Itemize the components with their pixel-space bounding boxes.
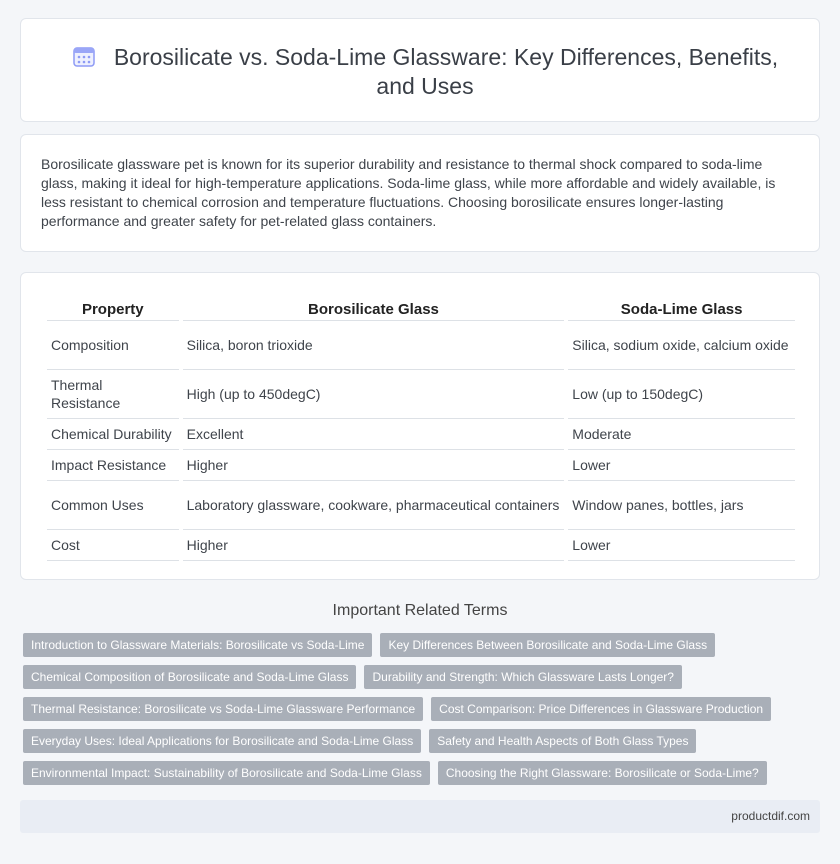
table-cell: Excellent — [183, 419, 565, 450]
table-cell: Laboratory glassware, cookware, pharmaceutical containers — [183, 481, 565, 530]
related-term-link[interactable]: Thermal Resistance: Borosilicate vs Soda-Lime Glassware Performance — [23, 697, 423, 721]
related-term-link[interactable]: Durability and Strength: Which Glassware Lasts Longer? — [364, 665, 681, 689]
related-term-link[interactable]: Everyday Uses: Ideal Applications for Borosilicate and Soda-Lime Glass — [23, 729, 421, 753]
table-cell: Higher — [183, 450, 565, 481]
table-row — [47, 450, 795, 481]
table-cell: Impact Resistance — [47, 450, 179, 481]
table-cell: Lower — [568, 530, 795, 561]
table-cell: Silica, sodium oxide, calcium oxide — [568, 321, 795, 370]
intro-card — [20, 134, 820, 252]
header-card — [20, 18, 820, 122]
related-term-link[interactable]: Choosing the Right Glassware: Borosilicate or Soda-Lime? — [438, 761, 767, 785]
comparison-table — [43, 295, 799, 561]
footer-site-link[interactable]: productdif.com — [731, 809, 810, 823]
page-title — [61, 43, 789, 101]
header-soda-lime: Soda-Lime Glass — [568, 295, 795, 321]
table-cell: Window panes, bottles, jars — [568, 481, 795, 530]
table-cell: Chemical Durability — [47, 419, 179, 450]
table-cell: Lower — [568, 450, 795, 481]
table-row — [47, 530, 795, 561]
related-terms-list — [23, 633, 813, 785]
related-term-link[interactable]: Safety and Health Aspects of Both Glass Types — [429, 729, 696, 753]
table-cell: Thermal Resistance — [47, 370, 179, 419]
table-row — [47, 321, 795, 370]
table-row — [47, 370, 795, 419]
table-cell: Higher — [183, 530, 565, 561]
comparison-card — [20, 272, 820, 580]
table-cell: Cost — [47, 530, 179, 561]
table-cell: Composition — [47, 321, 179, 370]
table-row — [47, 481, 795, 530]
related-term-link[interactable]: Environmental Impact: Sustainability of Borosilicate and Soda-Lime Glass — [23, 761, 430, 785]
header — [61, 43, 789, 101]
table-header-row — [47, 295, 795, 321]
related-term-link[interactable]: Chemical Composition of Borosilicate and Soda-Lime Glass — [23, 665, 356, 689]
related-term-link[interactable]: Introduction to Glassware Materials: Borosilicate vs Soda-Lime — [23, 633, 372, 657]
header-property: Property — [47, 295, 179, 321]
related-term-link[interactable]: Key Differences Between Borosilicate and Soda-Lime Glass — [380, 633, 715, 657]
table-cell: Silica, boron trioxide — [183, 321, 565, 370]
calendar-icon — [72, 44, 96, 68]
table-cell: High (up to 450degC) — [183, 370, 565, 419]
table-row — [47, 419, 795, 450]
header-borosilicate: Borosilicate Glass — [183, 295, 565, 321]
related-term-link[interactable]: Cost Comparison: Price Differences in Glassware Production — [431, 697, 771, 721]
related-terms-title: Important Related Terms — [332, 602, 508, 619]
table-cell: Moderate — [568, 419, 795, 450]
table-cell: Low (up to 150degC) — [568, 370, 795, 419]
page-title-text: Borosilicate vs. Soda-Lime Glassware: Key Differences, Benefits, and Uses — [113, 44, 779, 99]
footer — [20, 800, 820, 833]
intro-paragraph: Borosilicate glassware pet is known for its superior durability and resistance to thermal shock compared to soda-lime glass, making it ideal for high-temperature applications. Soda-lime glass, while more affordable and widely available, is less resistant to chemical corrosion and temperature fluctuations. Choosing borosilicate ensures longer-lasting performance and greater safety for pet-related glass containers. — [41, 156, 776, 229]
table-cell: Common Uses — [47, 481, 179, 530]
